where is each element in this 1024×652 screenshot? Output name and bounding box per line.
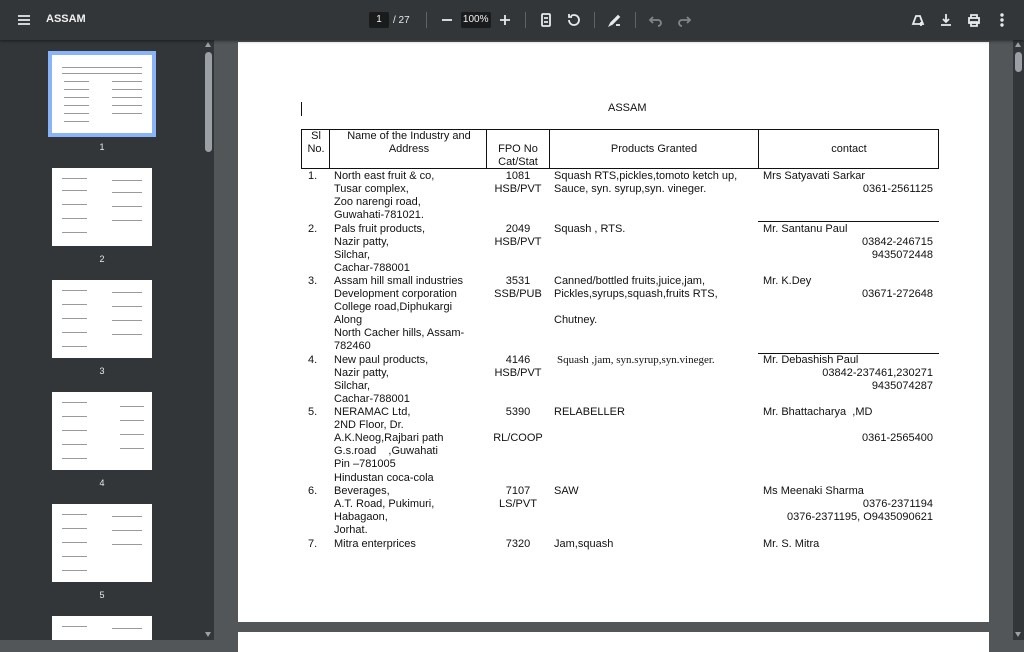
page-thumbnail-4[interactable] [52,392,152,470]
row-sl: 1. [308,170,318,182]
undo-icon[interactable] [642,6,670,34]
thumbnail-page-number: 4 [99,478,105,488]
right-toolbar [904,6,1016,34]
toolbar-divider [426,12,427,28]
row-contact-phone: 03671-272648 [862,288,933,300]
row-products: Squash , RTS. [554,223,626,235]
zoom-out-button[interactable] [433,6,461,34]
scroll-up-icon[interactable] [1015,42,1021,47]
center-toolbar [365,6,698,34]
row-contact-name: Mr. Bhattacharya ,MD [763,406,873,418]
row-sl: 3. [308,275,318,287]
save-to-drive-icon[interactable] [904,6,932,34]
annotate-pen-icon[interactable] [601,6,629,34]
row-industry-name: Pals fruit products, Nazir patty, Silchar, Cachar-788001 [334,223,426,274]
toolbar-divider [594,12,595,28]
pdf-toolbar [0,0,1024,40]
scroll-up-icon[interactable] [205,42,211,47]
toolbar-divider [525,12,526,28]
page-thumbnail-2[interactable] [52,168,152,246]
thumbnail-page-number: 2 [99,254,105,264]
row-fpo: 7107 LS/PVT [499,485,537,510]
row-fpo: 4146 HSB/PVT [494,354,542,379]
row-fpo: 1081 HSB/PVT [494,170,542,195]
header-fpo-no: FPO No Cat/Stat [498,143,538,168]
more-options-icon[interactable] [988,6,1016,34]
row-industry-name: Hindustan coca-cola Beverages, A.T. Road, Pukimuri, Habagaon, Jorhat. [334,472,435,536]
sidebar-scrollbar[interactable] [203,40,214,640]
row-products: SAW [554,485,579,497]
row-contact-phone: 0376-2371194 0376-2371195, O9435090621 [787,498,933,523]
pdf-page-1 [238,42,989,622]
page-thumbnail-1[interactable] [52,55,152,133]
header-contact: contact [831,143,867,155]
download-icon[interactable] [932,6,960,34]
row-industry-name: Mitra enterprices [334,538,416,550]
row-contact-phone: 0361-2561125 [862,183,933,195]
thumbnail-page-number: 1 [99,142,105,152]
fit-page-icon[interactable] [532,6,560,34]
row-sl: 6. [308,485,318,497]
row-industry-name: New paul products, Nazir patty, Silchar, Cachar-788001 [334,354,429,405]
header-sl-no: Sl No. [307,130,325,155]
row-sl: 5. [308,406,318,418]
row-contact-name: Mr. Debashish Paul [763,354,859,366]
redo-icon[interactable] [670,6,698,34]
rotate-icon[interactable] [560,6,588,34]
zoom-in-button[interactable] [491,6,519,34]
row-divider [758,221,939,222]
row-sl: 4. [308,354,318,366]
row-contact-phone: 0361-2565400 [862,432,933,444]
document-scrollbar[interactable] [1013,40,1024,640]
toolbar-divider [635,12,636,28]
scroll-down-icon[interactable] [205,632,211,637]
row-contact-name: Mr. Santanu Paul [763,223,848,235]
row-industry-name: NERAMAC Ltd, 2ND Floor, Dr. A.K.Neog,Rajbari path G.s.road ,Guwahati Pin –781005 [334,406,444,470]
row-products: Jam,squash [554,538,614,550]
header-industry-name: Name of the Industry and Address [347,130,471,155]
row-products: Canned/bottled fruits,juice,jam, Pickles,syrups,squash,fruits RTS, Chutney. [554,275,718,326]
row-sl: 2. [308,223,318,235]
row-industry-name: North east fruit & co, Tusar complex, Zoo narengi road, Guwahati-781021. [334,170,435,221]
menu-icon[interactable] [10,6,38,34]
page-heading: ASSAM [608,102,647,114]
thumbnail-page-number: 5 [99,590,105,600]
row-fpo: 2049 HSB/PVT [494,223,542,248]
page-thumbnail-5[interactable] [52,504,152,582]
scroll-down-icon[interactable] [1015,632,1021,637]
row-contact-name: Mr. S. Mitra [763,538,820,550]
row-fpo: 7320 [505,538,531,550]
thumbnail-sidebar [0,40,203,640]
row-fpo: 5390 RL/COOP [493,406,543,444]
row-contact-name: Mrs Satyavati Sarkar [763,170,866,182]
row-industry-name: Assam hill small industries Development corporation College road,Diphukargi Along North Cacher hills, Assam- 782460 [334,275,465,352]
page-number-input[interactable]: 1 [369,12,389,28]
row-contact-name: Ms Meenaki Sharma [763,485,864,497]
pdf-page-2 [238,632,989,652]
row-products: Squash RTS,pickles,tomoto ketch up, Sauce, syn. syrup,syn. vineger. [554,170,738,195]
zoom-level-input[interactable]: 100% [461,12,491,28]
thumbnail-page-number: 3 [99,366,105,376]
print-icon[interactable] [960,6,988,34]
sidebar-scroll-thumb[interactable] [205,52,212,152]
row-contact-name: Mr. K.Dey [763,275,812,287]
row-products: Squash ,jam, syn.syrup,syn.vineger. [557,354,715,366]
row-contact-phone: 03842-246715 9435072448 [862,236,933,261]
document-scroll-thumb[interactable] [1015,52,1022,72]
row-products: RELABELLER [554,406,625,418]
page-thumbnail-3[interactable] [52,280,152,358]
text-cursor [301,102,302,116]
row-fpo: 3531 SSB/PUB [494,275,542,300]
header-products: Products Granted [610,143,698,155]
row-sl: 7. [308,538,318,550]
document-title: ASSAM [46,13,86,25]
page-thumbnail-6[interactable] [52,616,152,640]
row-contact-phone: 03842-237461,230271 9435074287 [822,367,933,392]
page-total-label: / 27 [393,14,410,26]
